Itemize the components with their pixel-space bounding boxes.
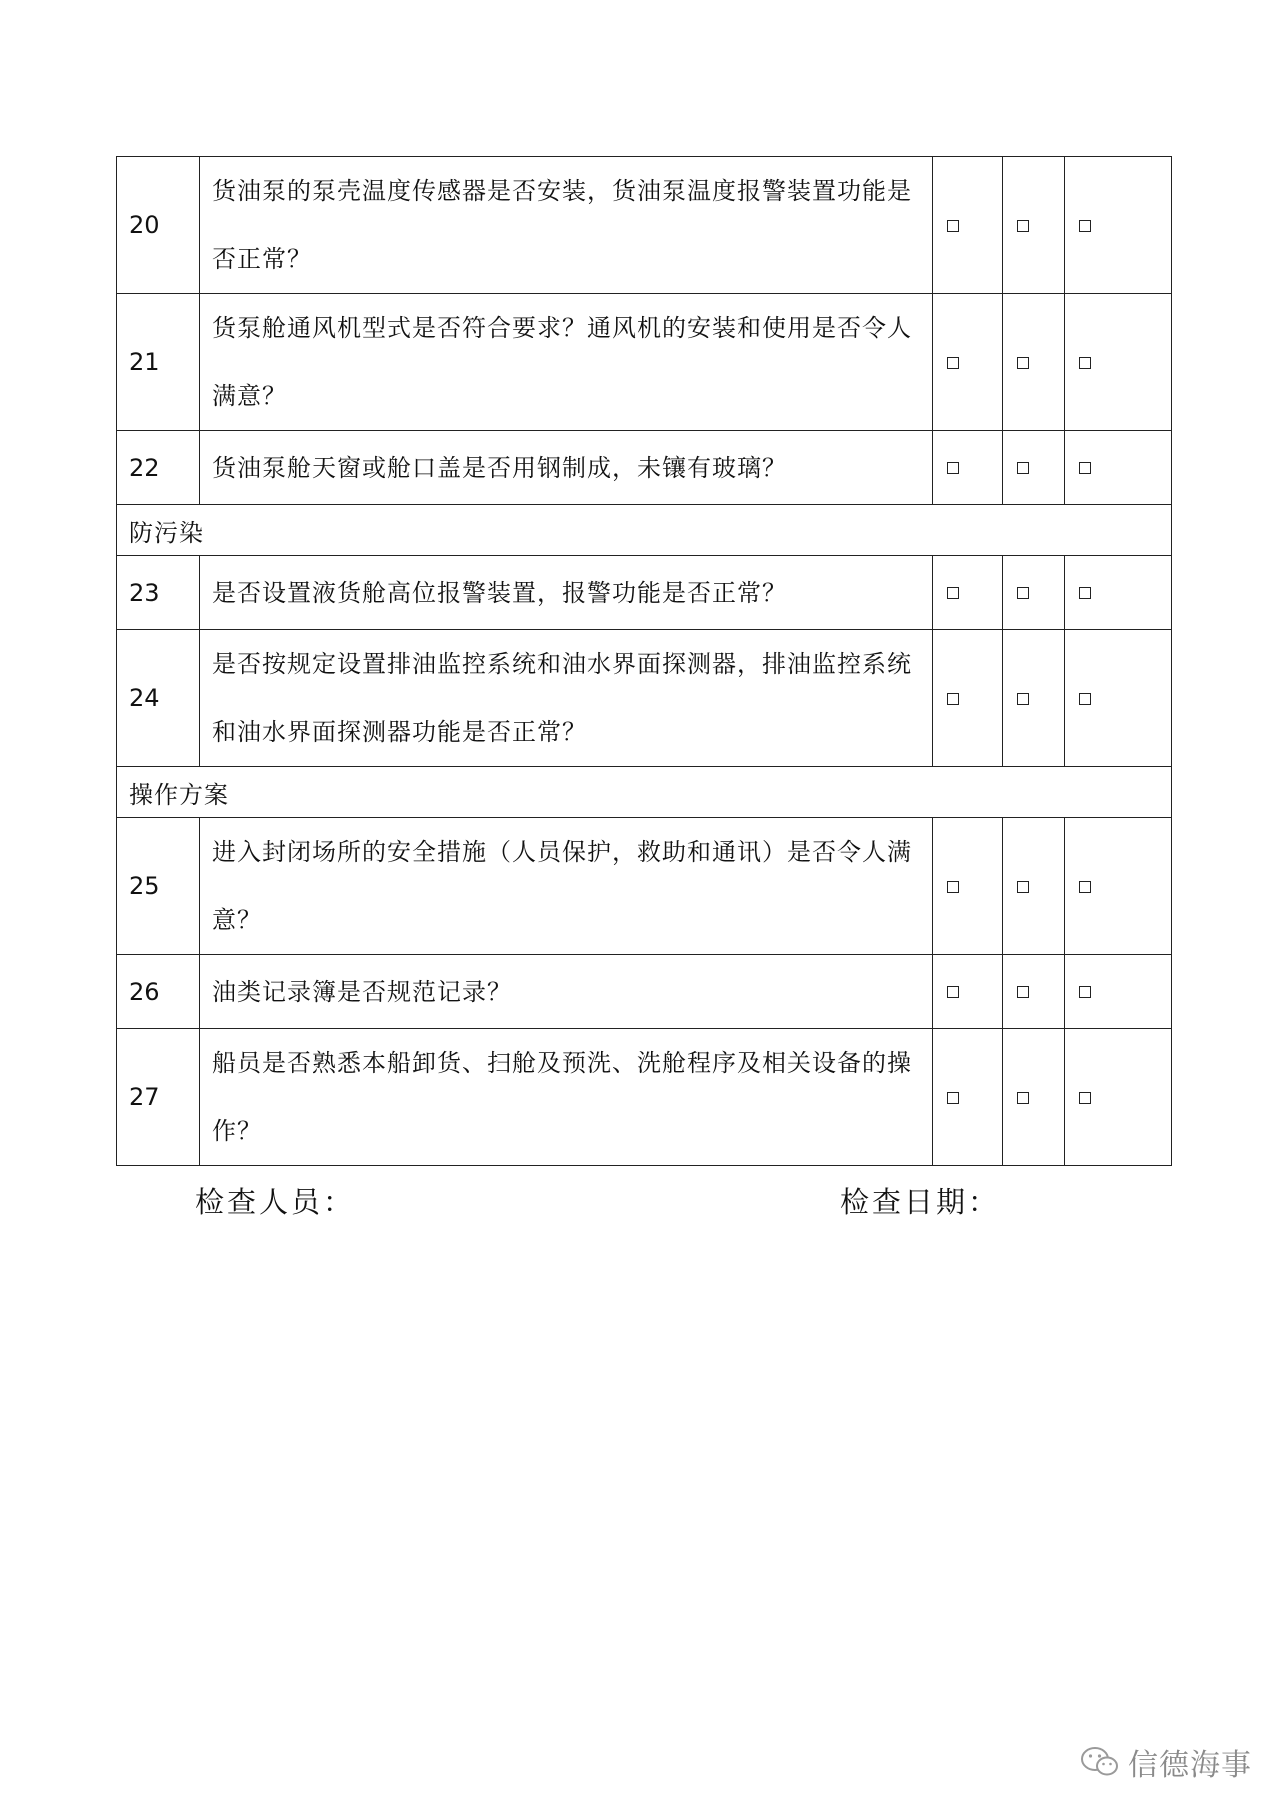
checkbox[interactable] bbox=[1079, 1092, 1091, 1104]
checkbox-cell-no bbox=[1003, 955, 1065, 1029]
checkbox[interactable] bbox=[1017, 881, 1029, 893]
table-group-pollution bbox=[117, 556, 1172, 767]
checkbox-cell-na bbox=[1065, 630, 1172, 767]
checkbox[interactable] bbox=[1017, 693, 1029, 705]
checklist-row bbox=[117, 818, 1172, 955]
checkbox-cell-yes bbox=[933, 818, 1003, 955]
checkbox[interactable] bbox=[1017, 462, 1029, 474]
checkbox[interactable] bbox=[1079, 881, 1091, 893]
checkbox[interactable] bbox=[947, 357, 959, 369]
checkbox[interactable] bbox=[1079, 220, 1091, 232]
checkbox[interactable] bbox=[947, 462, 959, 474]
item-question: 油类记录簿是否规范记录？ bbox=[200, 955, 933, 1029]
checkbox-cell-na bbox=[1065, 556, 1172, 630]
checkbox-cell-na bbox=[1065, 431, 1172, 505]
checkbox[interactable] bbox=[947, 881, 959, 893]
item-number: 25 bbox=[117, 818, 200, 955]
item-number: 27 bbox=[117, 1029, 200, 1166]
checklist-row bbox=[117, 157, 1172, 294]
checkbox-cell-no bbox=[1003, 294, 1065, 431]
checkbox-cell-no bbox=[1003, 1029, 1065, 1166]
checkbox[interactable] bbox=[947, 693, 959, 705]
checkbox[interactable] bbox=[947, 986, 959, 998]
inspection-checklist-table bbox=[116, 156, 1172, 1166]
item-question: 货油泵的泵壳温度传感器是否安装，货油泵温度报警装置功能是否正常？ bbox=[200, 157, 933, 294]
item-question: 是否设置液货舱高位报警装置，报警功能是否正常？ bbox=[200, 556, 933, 630]
item-question: 货油泵舱天窗或舱口盖是否用钢制成，未镶有玻璃？ bbox=[200, 431, 933, 505]
checklist-row bbox=[117, 955, 1172, 1029]
checkbox-cell-yes bbox=[933, 955, 1003, 1029]
checklist-row bbox=[117, 431, 1172, 505]
checkbox-cell-yes bbox=[933, 294, 1003, 431]
checkbox-cell-na bbox=[1065, 157, 1172, 294]
checkbox[interactable] bbox=[1079, 693, 1091, 705]
checkbox[interactable] bbox=[1079, 462, 1091, 474]
checkbox[interactable] bbox=[1017, 1092, 1029, 1104]
item-number: 24 bbox=[117, 630, 200, 767]
item-question: 进入封闭场所的安全措施（人员保护，救助和通讯）是否令人满意？ bbox=[200, 818, 933, 955]
checkbox-cell-na bbox=[1065, 818, 1172, 955]
checkbox[interactable] bbox=[1017, 357, 1029, 369]
section-header-operation bbox=[117, 767, 1172, 818]
checkbox-cell-no bbox=[1003, 157, 1065, 294]
checkbox[interactable] bbox=[1017, 587, 1029, 599]
checklist-row bbox=[117, 294, 1172, 431]
checkbox-cell-no bbox=[1003, 818, 1065, 955]
section-header-pollution bbox=[117, 505, 1172, 556]
item-number: 22 bbox=[117, 431, 200, 505]
checkbox-cell-no bbox=[1003, 556, 1065, 630]
item-question: 是否按规定设置排油监控系统和油水界面探测器，排油监控系统和油水界面探测器功能是否正常？ bbox=[200, 630, 933, 767]
checkbox[interactable] bbox=[947, 587, 959, 599]
watermark bbox=[1080, 1740, 1252, 1784]
checkbox-cell-na bbox=[1065, 955, 1172, 1029]
checklist-row bbox=[117, 556, 1172, 630]
checkbox[interactable] bbox=[947, 220, 959, 232]
wechat-icon bbox=[1080, 1745, 1120, 1779]
checklist-row bbox=[117, 630, 1172, 767]
checkbox-cell-yes bbox=[933, 157, 1003, 294]
item-question: 船员是否熟悉本船卸货、扫舱及预洗、洗舱程序及相关设备的操作？ bbox=[200, 1029, 933, 1166]
checkbox-cell-yes bbox=[933, 556, 1003, 630]
item-number: 20 bbox=[117, 157, 200, 294]
watermark-text: 信德海事 bbox=[1128, 1748, 1252, 1783]
item-question: 货泵舱通风机型式是否符合要求？通风机的安装和使用是否令人满意？ bbox=[200, 294, 933, 431]
table-group-operation bbox=[117, 818, 1172, 1166]
inspection-date-label: 检查日期： bbox=[840, 1185, 1001, 1219]
item-number: 23 bbox=[117, 556, 200, 630]
checkbox[interactable] bbox=[1079, 587, 1091, 599]
checkbox[interactable] bbox=[1017, 986, 1029, 998]
checkbox-cell-yes bbox=[933, 431, 1003, 505]
checkbox-cell-na bbox=[1065, 1029, 1172, 1166]
checkbox-cell-yes bbox=[933, 1029, 1003, 1166]
section-title: 防污染 bbox=[117, 505, 1172, 556]
checkbox-cell-yes bbox=[933, 630, 1003, 767]
checkbox-cell-no bbox=[1003, 630, 1065, 767]
checkbox[interactable] bbox=[1017, 220, 1029, 232]
item-number: 21 bbox=[117, 294, 200, 431]
checkbox[interactable] bbox=[1079, 986, 1091, 998]
checkbox[interactable] bbox=[1079, 357, 1091, 369]
table-group-pump-room bbox=[117, 157, 1172, 505]
inspector-label: 检查人员： bbox=[195, 1185, 356, 1219]
section-title: 操作方案 bbox=[117, 767, 1172, 818]
item-number: 26 bbox=[117, 955, 200, 1029]
checkbox-cell-na bbox=[1065, 294, 1172, 431]
checkbox-cell-no bbox=[1003, 431, 1065, 505]
checkbox[interactable] bbox=[947, 1092, 959, 1104]
checklist-row bbox=[117, 1029, 1172, 1166]
